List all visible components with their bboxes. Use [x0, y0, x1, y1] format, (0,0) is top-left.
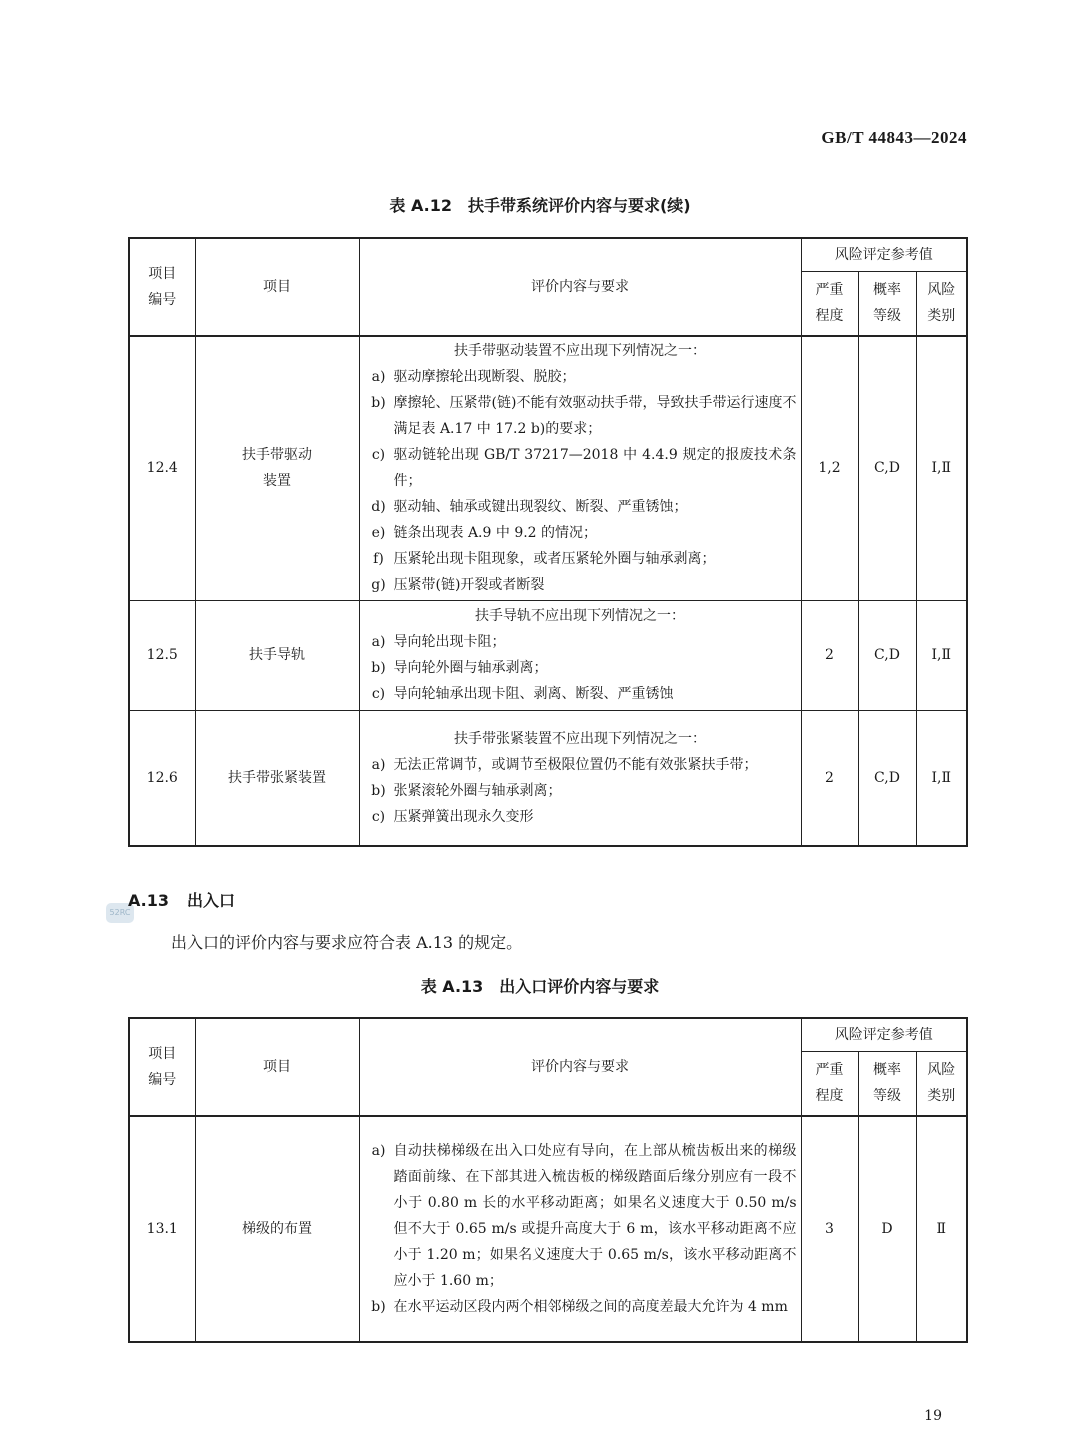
cell-risk-class: Ⅰ,Ⅱ	[916, 336, 967, 600]
content-intro: 扶手带张紧装置不应出现下列情况之一：	[454, 730, 706, 747]
content-intro: 扶手带驱动装置不应出现下列情况之一：	[454, 343, 706, 360]
section-number: A.13	[128, 891, 170, 910]
cell-probability: C,D	[858, 336, 916, 600]
table-a12-caption: 表 A.12 扶手带系统评价内容与要求(续)	[389, 196, 691, 215]
header-risk-class: 风险 类别	[916, 271, 967, 336]
section-heading	[128, 888, 235, 911]
cell-probability: D	[858, 1116, 916, 1342]
list-item: c) 压紧弹簧出现永久变形	[371, 808, 534, 825]
standard-code: GB/T 44843—2024	[821, 128, 967, 147]
table-a12	[128, 237, 968, 847]
cell-item: 梯级的布置	[195, 1116, 359, 1342]
cell-risk-class: Ⅱ	[916, 1116, 967, 1342]
section-paragraph: 出入口的评价内容与要求应符合表 A.13 的规定。	[171, 933, 523, 952]
cell-severity: 3	[801, 1116, 858, 1342]
header-probability: 概率 等级	[858, 1051, 916, 1116]
header-item: 项目	[195, 1018, 359, 1116]
table-row	[129, 1116, 967, 1342]
cell-risk-class: Ⅰ,Ⅱ	[916, 600, 967, 710]
list-item: c) 导向轮轴承出现卡阻、剥离、断裂、严重锈蚀	[371, 686, 674, 702]
table-row	[129, 336, 967, 600]
list-item: b) 张紧滚轮外圈与轴承剥离；	[371, 782, 562, 799]
list-item: f) 压紧轮出现卡阻现象，或者压紧轮外圈与轴承剥离；	[373, 551, 716, 568]
header-item-no: 项目 编号	[129, 238, 195, 336]
cell-probability: C,D	[858, 600, 916, 710]
list-item: e) 链条出现表 A.9 中 9.2 的情况；	[371, 525, 598, 542]
header-risk-group: 风险评定参考值	[801, 1018, 967, 1051]
list-item: c) 驱动链轮出现 GB/T 37217—2018 中 4.4.9 规定的报废技术条件；	[371, 447, 797, 490]
header-severity: 严重 程度	[801, 1051, 858, 1116]
cell-item-no: 12.6	[129, 710, 195, 846]
cell-probability: C,D	[858, 710, 916, 846]
table-row	[129, 710, 967, 846]
table-a13	[128, 1017, 968, 1343]
watermark-logo: 52RC	[106, 903, 134, 923]
list-item: a) 驱动摩擦轮出现断裂、脱胶；	[371, 369, 576, 386]
cell-content	[359, 336, 801, 600]
list-item: a) 自动扶梯梯级在出入口处应有导向，在上部从梳齿板出来的梯级踏面前缘、在下部其进入梳齿板的梯级踏面后缘分别应有一段不小于 0.80 m 长的水平移动距离；如果名义速度大于 0.50 m/s 但不大于 0.65 m/s 或提升高度大于 6 m，该水平移动距离不应小于 1.20 m；如果名义速度大于 0.65 m/s，该水平移动距离不应小于 1.60 m；	[371, 1143, 797, 1289]
header-probability: 概率 等级	[858, 271, 916, 336]
list-item: d) 驱动轴、轴承或键出现裂纹、断裂、严重锈蚀；	[371, 499, 688, 516]
cell-item: 扶手导轨	[195, 600, 359, 710]
cell-content	[359, 1116, 801, 1342]
cell-item-no: 12.4	[129, 336, 195, 600]
list-item: b) 在水平运动区段内两个相邻梯级之间的高度差最大允许为 4 mm	[371, 1299, 788, 1315]
cell-item: 扶手带驱动 装置	[195, 336, 359, 600]
header-item-no: 项目 编号	[129, 1018, 195, 1116]
header-risk-class: 风险 类别	[916, 1051, 967, 1116]
header-item: 项目	[195, 238, 359, 336]
table-a13-caption: 表 A.13 出入口评价内容与要求	[420, 977, 660, 996]
header-risk-group: 风险评定参考值	[801, 238, 967, 271]
list-item: a) 导向轮出现卡阻；	[371, 634, 506, 650]
cell-severity: 2	[801, 600, 858, 710]
cell-item-no: 13.1	[129, 1116, 195, 1342]
section-title: 出入口	[187, 891, 236, 910]
cell-content	[359, 600, 801, 710]
table-row	[129, 600, 967, 710]
cell-severity: 2	[801, 710, 858, 846]
list-item: b) 摩擦轮、压紧带(链)不能有效驱动扶手带，导致扶手带运行速度不满足表 A.17 中 17.2 b)的要求；	[371, 395, 797, 438]
list-item: a) 无法正常调节，或调节至极限位置仍不能有效张紧扶手带；	[371, 756, 758, 773]
header-severity: 严重 程度	[801, 271, 858, 336]
cell-item-no: 12.5	[129, 600, 195, 710]
content-intro: 扶手导轨不应出现下列情况之一：	[475, 608, 685, 624]
cell-content	[359, 710, 801, 846]
page-number: 19	[924, 1408, 942, 1424]
header-content: 评价内容与要求	[359, 238, 801, 336]
cell-risk-class: Ⅰ,Ⅱ	[916, 710, 967, 846]
list-item: b) 导向轮外圈与轴承剥离；	[371, 660, 548, 676]
cell-severity: 1,2	[801, 336, 858, 600]
header-content: 评价内容与要求	[359, 1018, 801, 1116]
cell-item: 扶手带张紧装置	[195, 710, 359, 846]
list-item: g) 压紧带(链)开裂或者断裂	[371, 577, 545, 594]
